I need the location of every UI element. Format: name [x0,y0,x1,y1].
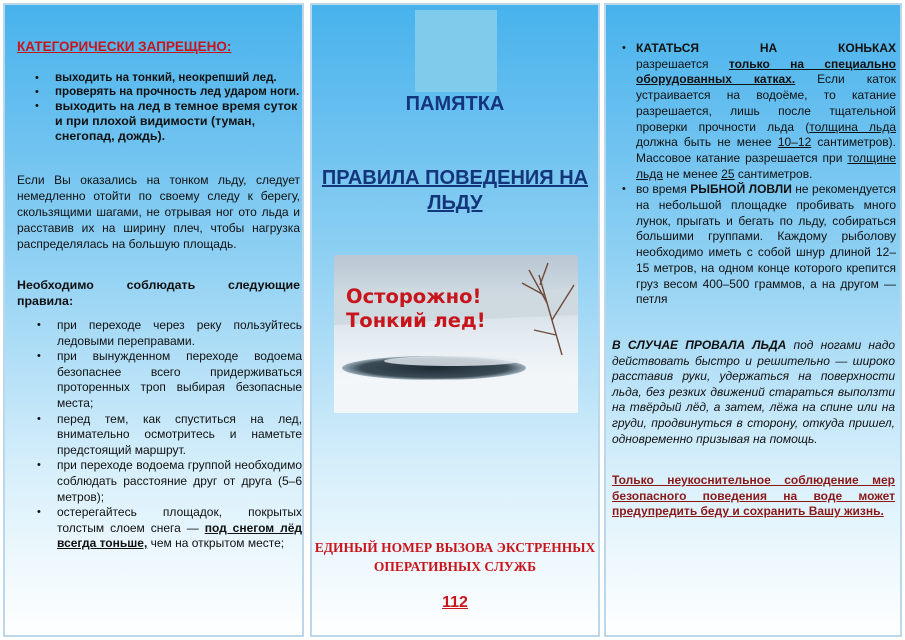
emergency-number: 112 [442,594,468,611]
fishing-heading: РЫБНОЙ ЛОВЛИ [690,182,792,197]
left-panel [3,3,304,637]
forbidden-item: выходить на лед в темное время суток и при плохой видимости (туман, снегопад, дождь). [55,99,298,143]
fishing-text: не рекомендуется на небольшой площадке пробивать много лунок, прыгать и бегать по льду, собираться большими группами. Каждому рыболову необходимо иметь с собой шнур длиной 12–15 метров, на одном конце которого крепится груз весом 400–500 граммов, а на другом — петля [636,182,896,307]
forbidden-list [21,71,301,144]
rule-text-emphasis: под снегом лёд всегда тоньше, [57,520,302,551]
rules-heading: Необходимо соблюдать следующие правила: [17,278,300,308]
forbidden-item: проверять на прочность лед ударом ноги. [55,85,300,98]
bullet-icon: • [37,506,41,519]
list-item [17,349,302,411]
forbidden-item: выходить на тонкий, неокрепший лед. [55,71,277,84]
rules-title: ПРАВИЛА ПОВЕДЕНИЯ НА ЛЬДУ [321,167,589,214]
forbidden-heading: КАТЕГОРИЧЕСКИ ЗАПРЕЩЕНО: [17,39,232,54]
ice-break-instructions: В СЛУЧАЕ ПРОВАЛА ЛЬДА под ногами надо действовать быстро и решительно — широко расставив руки, удержаться на поверхности льда, без резких движений стараться выползти на твёрдый лёд, а затем, лёжа на спине или на груди, продвинуться в сторону, откуда пришел, одновременно призывая на помощь. [612,338,895,446]
rule-text-a: остерегайтесь площадок, покрытых толстым слоем снега — [57,505,302,535]
list-item [21,85,301,99]
thin-ice-paragraph: Если Вы оказались на тонком льду, следует немедленно отойти по своему следу к берегу, скользящими шагами, не отрывая ног ото льда и расставив их на ширину плеч, чтобы нагрузка распределялась на большую площадь. [17,173,300,251]
rule-text: при переходе через реку пользуйтесь ледовыми переправами. [57,318,302,348]
list-item [17,458,302,505]
bullet-icon: • [37,459,41,472]
rule-text: перед тем, как спуститься на лед, внимательно осмотритесь и наметьте предстоящий маршрут. [57,411,302,457]
rules-list [17,318,302,552]
list-item [21,71,301,85]
emergency-text: ЕДИНЫЙ НОМЕР ВЫЗОВА ЭКСТРЕННЫХ ОПЕРАТИВНЫХ СЛУЖБ [314,540,596,574]
bullet-icon: • [35,86,39,98]
photo-caption-line1: Осторожно! [346,285,482,308]
rule-text: при переходе водоема группой необходимо соблюдать расстояние друг от друга (5–6 метров); [57,458,302,504]
bullet-icon: • [37,350,41,363]
closing-warning: Только неукоснительное соблюдение мер безопасного поведения на воде может предупредить беду и сохранить Вашу жизнь. [612,473,895,519]
list-item [17,318,302,349]
skating-heading [636,41,896,57]
skating-text: разрешается только на специально оборудованных катках. Если каток устраивается на водоёме, то катание разрешается, лишь после тщательной проверки прочности льда (толщина льда должна быть не менее 10–12 сантиметров). Массовое катание разрешается при толщине льда не менее 25 сантиметров. [636,56,896,181]
bullet-icon: • [35,72,39,84]
rule-text-c: чем на открытом месте; [147,536,285,551]
bullet-icon: • [622,183,626,196]
emblem-placeholder [415,10,497,92]
list-item [610,41,896,182]
skating-word: НА [759,41,778,55]
list-item [21,99,301,144]
memo-title: ПАМЯТКА [405,93,505,115]
bullet-icon: • [35,100,39,112]
list-item [17,505,302,552]
photo-caption-line2: Тонкий лед! [346,309,486,332]
bullet-icon: • [37,412,41,425]
bullet-icon: • [37,319,41,331]
fishing-text: во время [636,182,691,197]
list-item [17,412,302,459]
list-item [610,182,896,308]
skating-word: КАТАТЬСЯ [636,41,699,55]
activity-list [610,41,896,308]
skating-word: КОНЬКАХ [838,41,896,55]
bullet-icon: • [622,42,626,54]
center-panel [310,3,600,637]
rule-text: при вынужденном переходе водоема безопаснее всего придерживаться проторенных троп выбирая безопасные места; [57,349,302,410]
right-panel [604,3,902,637]
thin-ice-photo [334,255,578,413]
